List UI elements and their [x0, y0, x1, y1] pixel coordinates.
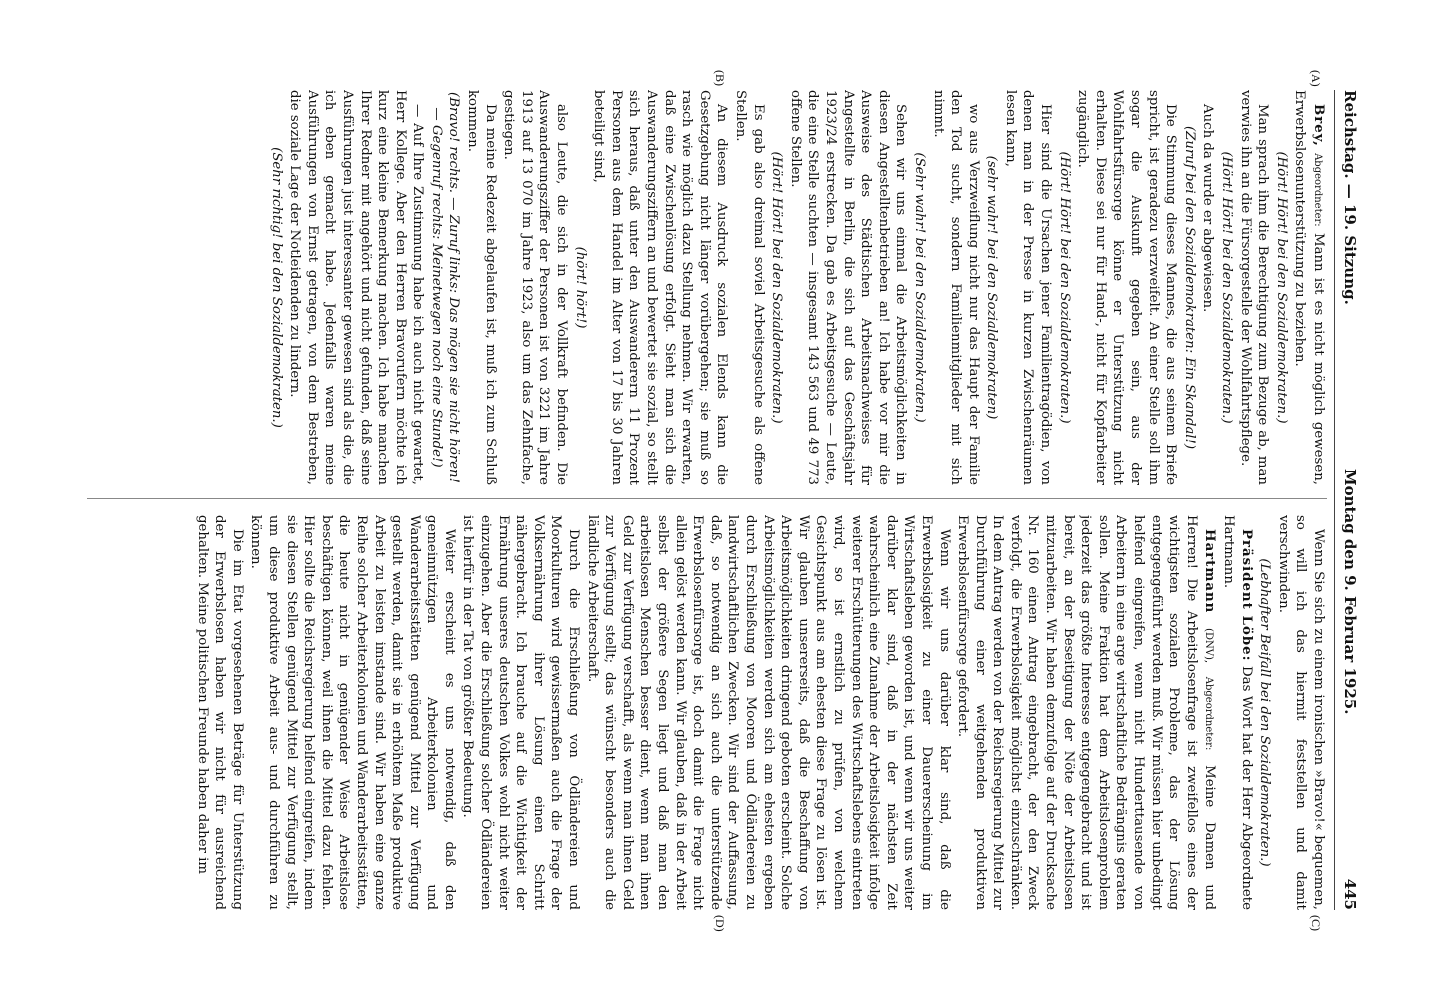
speech-text: Mann ist es nicht möglich gewesen, Erwerbslosenunterstützung zu beziehen.	[1292, 90, 1326, 485]
body-paragraph: Es gab also dreimal soviel Arbeitsgesuche als offene Stellen.	[733, 90, 766, 485]
speaker-paragraph	[954, 515, 1219, 910]
page-number: 445	[1341, 878, 1359, 910]
column-divider	[87, 498, 1327, 499]
reaction-note: (Hört! Hört! bei den Sozialdemokraten.)	[1273, 151, 1289, 424]
body-paragraph: Sehen wir uns einmal die Arbeitsmöglichkeiten in diesen Angestelltenbetrieben an! Ich habe vor mir die Ausweise des Städtischen Arbeitsnachweises für Angestellte in Berlin, die sich auf das Geschäftsjahr 1923/24 erstrecken. Da gab es Arbeitsgesuche — Leute, die eine Stelle suchten — insgesamt 143 563 und 49 773 offene Stellen.	[787, 90, 909, 485]
left-text-column	[67, 90, 1327, 485]
body-paragraph: Wenn wir uns darüber klar sind, daß die Erwerbslosigkeit zu einer Dauererscheinung im Wirtschaftsleben geworden ist, und wenn wir uns weiter darüber klar sind, daß in der nächsten Zeit wahrscheinlich eine Zunahme der Arbeitslosigkeit infolge weiterer Erschütterungen des Wirtschaftslebens eintreten wird, so ist ernstlich zu prüfen, von welchem Gesichtspunkt aus am ehesten diese Frage zu lösen ist. Wir glauben unsererseits, daß die Beschaffung von Arbeitsmöglichkeiten dringend geboten erscheint. Solche Arbeitsmöglichkeiten werden sich am ehesten ergeben durch Erschließung von Mooren und Ödländereien zu landwirtschaftlichen Zwecken. Wir sind der Auffassung, daß, so notwendig an sich auch die unterstützende Erwerbslosenfürsorge ist, doch damit die Frage nicht allein gelöst werden kann. Wir glauben, daß in der Arbeit selbst der größere Segen liegt und daß man den arbeitslosen Menschen besser dient, wenn man ihnen Geld zur Verfügung verschafft, als wenn man ihnen Geld zur Verfügung stellt; das wünscht besonders auch die ländliche Arbeiterschaft.	[584, 515, 952, 910]
body-paragraph: Wenn Sie sich zu einem ironischen »Bravo!« bequemen, so will ich das hiermit feststellen und damit verschwinden.	[1275, 515, 1326, 910]
header-left: Reichstag. — 19. Sitzung.	[1341, 90, 1359, 305]
reaction-note: (Zuruf bei den Sozialdemokraten: Ein Skandal!)	[1181, 125, 1197, 450]
margin-marker-a: (A)	[1309, 70, 1323, 87]
reaction-note: (Lebhafter Beifall bei den Sozialdemokraten.)	[1257, 558, 1273, 867]
body-paragraph: wo aus Verzweiflung nicht nur das Haupt der Familie den Tod sucht, sondern Familienmitglieder mit sich nimmt.	[930, 90, 981, 485]
body-paragraph: Auch da wurde er abgewiesen.	[1200, 104, 1216, 313]
reaction-note: (Bravo! rechts. — Zuruf links: Das mögen sie nicht hören! — Gegenruf rechts: Meinetwegen noch eine Stunde!)	[428, 92, 462, 483]
speaker-name: Brey,	[1311, 104, 1326, 147]
reaction-note: (hört! hört!)	[572, 246, 588, 329]
body-paragraph: Hier sind die Ursachen jener Familientragödien, von denen man in der Presse in kurzen Zwischenräumen lesen kann,	[1002, 90, 1054, 485]
margin-marker-b: (B)	[713, 70, 727, 86]
speech-text: Meine Damen und Herren! Die Arbeitslosenfrage ist zweifellos eines der wichtigsten sozialen Probleme, das der Lösung entgegengeführt werden muß. Wir müssen hier unbedingt helfend eingreifen, wenn nicht Hunderttausende von Arbeitern in eine arge wirtschaftliche Bedrängnis geraten sollen. Meine Fraktion hat dem Arbeitslosenproblem jederzeit das größte Interesse entgegengebracht und ist bereit, an der Beseitigung der Nöte der Arbeitslosen mitzuarbeiten. Wir haben demzufolge auf der Drucksache Nr. 160 einen Antrag eingebracht, der den Zweck verfolgt, die Erwerbslosigkeit möglichst einzuschränken. In dem Antrag werden von der Reichsregierung Mittel zur Durchführung einer weitgehenden produktiven Erwerbslosenfürsorge gefordert.	[955, 515, 1218, 910]
reaction-note: (Sehr wahr! bei den Sozialdemokraten.)	[911, 152, 927, 423]
body-paragraph: Da meine Redezeit abgelaufen ist, muß ich zum Schluß kommen.	[465, 90, 498, 485]
reaction-note: (Hört! Hört! bei den Sozialdemokraten.)	[769, 151, 785, 424]
speaker-role: Abgeordneter:	[1312, 153, 1323, 227]
margin-marker-c: (C)	[1309, 915, 1323, 931]
reaction-note: (sehr wahr! bei den Sozialdemokraten)	[984, 155, 1000, 420]
reaction-note: (Hört! Hört! bei den Sozialdemokraten.)	[1056, 151, 1072, 424]
right-text-column	[67, 515, 1327, 910]
body-paragraph: Man sprach ihm die Berechtigung zum Bezuge ab, man verwies ihn an die Fürsorgestelle der Wohlfahrtspflege.	[1237, 90, 1271, 485]
header-center: Montag den 9. Februar 1925.	[1341, 469, 1359, 715]
body-paragraph: also Leute, die sich in der Vollkraft befinden. Die Auswanderungsziffer der Personen ist von 3221 im Jahre 1913 auf 13 070 im Jahre 1923, also um das Zehnfache, gestiegen.	[501, 90, 570, 485]
body-paragraph: Die im Etat vorgesehenen Beträge für Unterstützung der Erwerbslosen haben wir nicht für ausreichend gehalten. Meine politischen Freunde haben daher im	[194, 515, 245, 910]
body-paragraph: — Auf Ihre Zustimmung habe ich auch nicht gewartet, Herr Kollege. Aber den Herren Bravorufern möchte ich kurz eine kleine Bemerkung machen. Ich habe manchen Ihrer Redner mit angehört und nicht gefunden, daß seine Ausführungen just interessanter gewesen sind als die, die ich eben gemacht habe. Jedenfalls waren meine Ausführungen von Ernst getragen, von dem Bestreben, die soziale Lage der Notleidenden zu lindern.	[287, 90, 426, 485]
body-paragraph: Die Stimmung dieses Mannes, die aus seinem Briefe spricht, ist geradezu verzweifelt. An einer Stelle soll ihm sogar die Auskunft gegeben sein, aus der Wohlfahrtsfürsorge könne er Unterstützung nicht erhalten. Diese sei nur für Hand-, nicht für Kopfarbeiter zugänglich.	[1075, 90, 1179, 485]
speaker-name: Hartmann	[1202, 529, 1218, 614]
body-paragraph: Durch die Erschließung von Ödländereien und Moorkulturen wird gewissermaßen auch die Frage der Volksernährung ihrer Lösung einen Schritt nähergebracht. Ich brauche auf die Wichtigkeit der Ernährung unseres deutschen Volkes wohl nicht weiter einzugehen. Aber die Erschließung solcher Ödländereien ist hierfür in der Tat von größter Bedeutung.	[460, 515, 582, 910]
body-paragraph: Weiter erscheint es uns notwendig, daß den gemeinnützigen Arbeiterkolonien und Wanderarbeitsstätten genügend Mittel zur Verfügung gestellt werden, damit sie in erhöhtem Maße produktive Arbeit zu leisten imstande sind. Wir haben eine ganze Reihe solcher Arbeiterkolonien und Wanderarbeitsstätten, die heute nicht in genügender Weise Arbeitslose beschäftigen können, weil ihnen die Mittel dazu fehlen. Hier sollte die Reichsregierung helfend eingreifen, indem sie diesen Stellen genügend Mittel zur Verfügung stellt, um diese produktive Arbeit aus- und durchführen zu können.	[248, 515, 457, 910]
reaction-note: (Hört! Hört! bei den Sozialdemokraten.)	[1219, 151, 1235, 424]
body-paragraph: An diesem Ausdruck sozialen Elends kann die Gesetzgebung nicht länger vorübergehen; sie muß so rasch wie möglich dazu Stellung nehmen. Wir erwarten, daß eine Zwischenlösung erfolgt. Sieht man sich die Auswanderungsziffern an und bewertet sie sozial, so stellt sich heraus, daß unter den Auswanderern 11 Prozent Personen aus dem Handel im Alter von 17 bis 30 Jahren beteiligt sind,	[591, 90, 730, 485]
speaker-name: Präsident Löbe:	[1238, 529, 1254, 662]
margin-marker-d: (D)	[713, 915, 727, 932]
page-header	[1334, 90, 1359, 910]
speaker-paragraph	[1291, 90, 1327, 485]
rotated-document-page	[47, 50, 1367, 950]
reaction-note: (Sehr richtig! bei den Sozialdemokraten.)	[268, 147, 284, 428]
digitization-credit	[1396, 8, 1426, 992]
speaker-role: (DNV), Abgeordneter:	[1203, 628, 1215, 751]
speaker-paragraph	[1219, 515, 1254, 910]
speech-text: Das Wort hat der Herr Abgeordnete Hartmann.	[1221, 515, 1254, 910]
